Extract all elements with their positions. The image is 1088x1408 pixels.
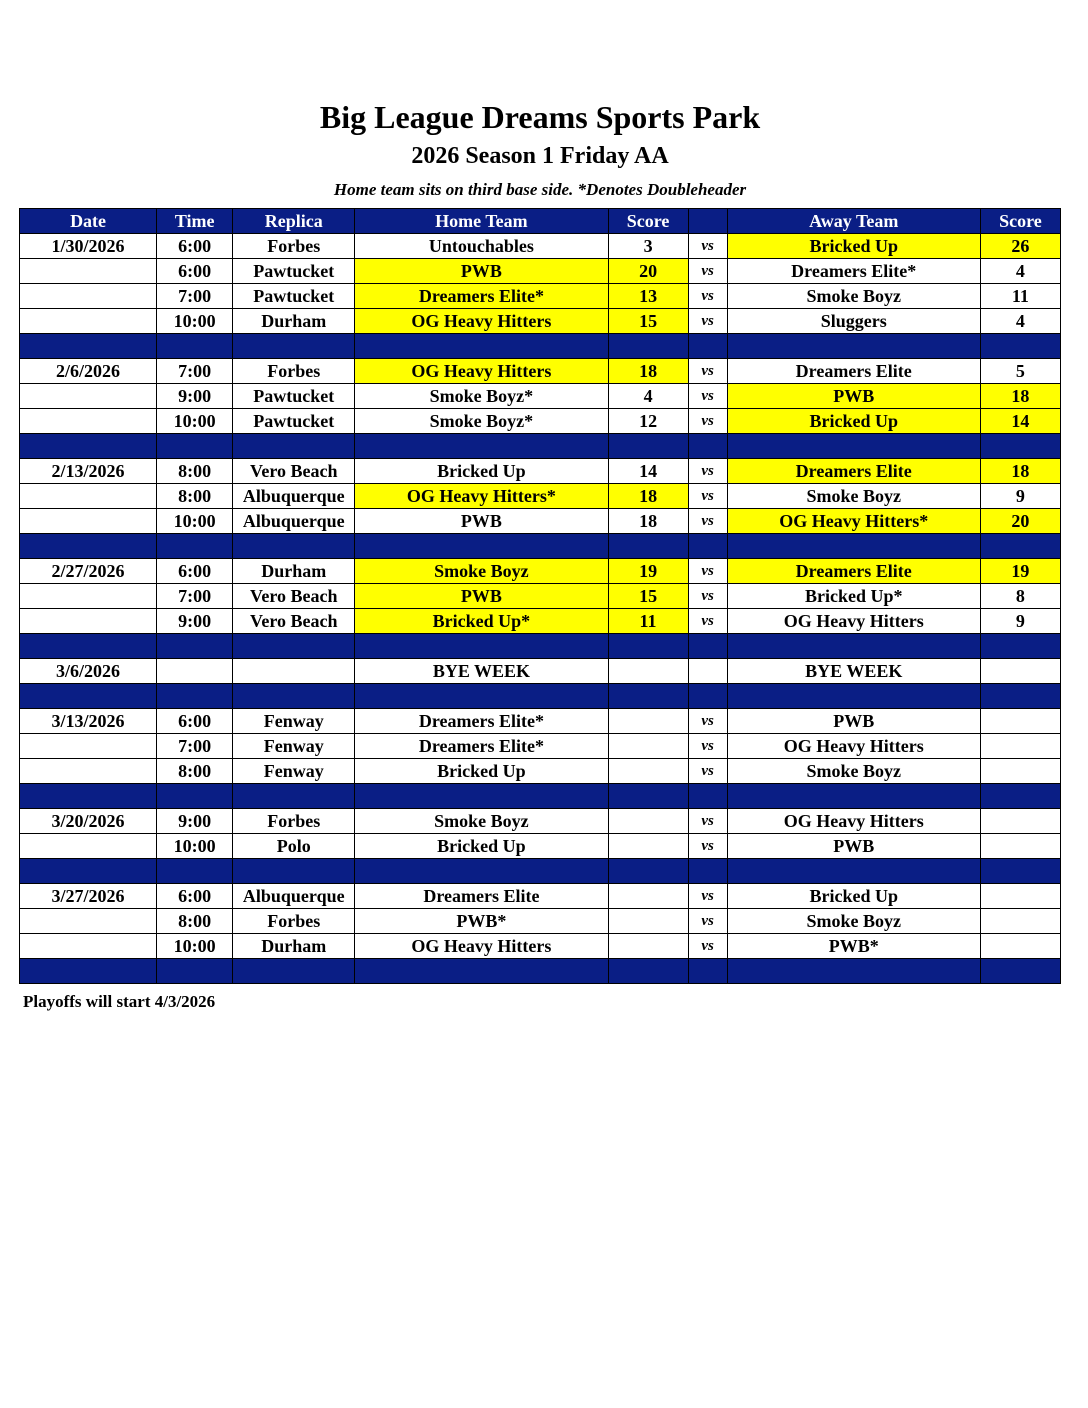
schedule-body (20, 234, 1061, 984)
column-header-vs (688, 209, 727, 234)
table-row (20, 509, 1061, 534)
separator-row (20, 434, 1061, 459)
separator-cell (233, 959, 355, 984)
home-team-cell: OG Heavy Hitters (355, 359, 608, 384)
replica-cell: Forbes (233, 909, 355, 934)
replica-cell: Durham (233, 559, 355, 584)
away-score-cell (980, 834, 1060, 859)
table-row (20, 259, 1061, 284)
table-row (20, 934, 1061, 959)
away-team-cell: Bricked Up (727, 234, 980, 259)
separator-cell (355, 434, 608, 459)
vs-cell: vs (688, 584, 727, 609)
vs-cell: vs (688, 759, 727, 784)
away-score-cell: 4 (980, 309, 1060, 334)
separator-cell (608, 434, 688, 459)
home-score-cell: 3 (608, 234, 688, 259)
away-team-cell: PWB (727, 709, 980, 734)
vs-cell: vs (688, 834, 727, 859)
home-team-cell: PWB (355, 509, 608, 534)
separator-cell (233, 534, 355, 559)
separator-cell (980, 684, 1060, 709)
date-cell: 3/20/2026 (20, 809, 157, 834)
vs-cell: vs (688, 934, 727, 959)
schedule-note: Home team sits on third base side. *Denotes Doubleheader (333, 180, 747, 199)
separator-row (20, 684, 1061, 709)
replica-cell: Vero Beach (233, 584, 355, 609)
time-cell: 10:00 (157, 309, 233, 334)
separator-cell (20, 634, 157, 659)
home-score-cell (608, 759, 688, 784)
page-subtitle: 2026 Season 1 Friday AA (411, 143, 669, 169)
separator-cell (688, 334, 727, 359)
time-cell: 10:00 (157, 934, 233, 959)
vs-cell: vs (688, 259, 727, 284)
home-team-cell: Dreamers Elite (355, 884, 608, 909)
away-team-cell: Bricked Up (727, 884, 980, 909)
time-cell: 10:00 (157, 509, 233, 534)
home-team-cell: OG Heavy Hitters* (355, 484, 608, 509)
column-header-away-team: Away Team (727, 209, 980, 234)
away-score-cell: 18 (980, 459, 1060, 484)
separator-cell (355, 784, 608, 809)
away-team-cell: BYE WEEK (727, 659, 980, 684)
time-cell: 7:00 (157, 284, 233, 309)
date-cell (20, 934, 157, 959)
home-score-cell: 18 (608, 359, 688, 384)
page-title: Big League Dreams Sports Park (319, 99, 761, 135)
table-row (20, 884, 1061, 909)
vs-cell: vs (688, 809, 727, 834)
separator-cell (20, 684, 157, 709)
home-team-cell: Untouchables (355, 234, 608, 259)
home-score-cell (608, 884, 688, 909)
separator-cell (727, 784, 980, 809)
column-header-home-score: Score (608, 209, 688, 234)
date-cell: 2/13/2026 (20, 459, 157, 484)
replica-cell: Durham (233, 934, 355, 959)
separator-cell (980, 784, 1060, 809)
separator-cell (20, 959, 157, 984)
home-score-cell: 18 (608, 484, 688, 509)
home-score-cell (608, 834, 688, 859)
date-cell: 3/27/2026 (20, 884, 157, 909)
table-row (20, 909, 1061, 934)
separator-cell (157, 784, 233, 809)
separator-cell (688, 434, 727, 459)
separator-cell (20, 859, 157, 884)
away-score-cell: 11 (980, 284, 1060, 309)
date-cell (20, 609, 157, 634)
time-cell: 8:00 (157, 909, 233, 934)
replica-cell: Pawtucket (233, 259, 355, 284)
replica-cell: Pawtucket (233, 284, 355, 309)
separator-cell (233, 434, 355, 459)
away-score-cell: 26 (980, 234, 1060, 259)
away-team-cell: PWB* (727, 934, 980, 959)
time-cell: 10:00 (157, 409, 233, 434)
date-cell: 3/13/2026 (20, 709, 157, 734)
home-team-cell: Dreamers Elite* (355, 734, 608, 759)
home-score-cell (608, 809, 688, 834)
separator-cell (20, 534, 157, 559)
home-team-cell: Bricked Up (355, 834, 608, 859)
time-cell: 10:00 (157, 834, 233, 859)
separator-cell (20, 784, 157, 809)
separator-cell (608, 634, 688, 659)
home-score-cell: 12 (608, 409, 688, 434)
table-row (20, 559, 1061, 584)
separator-cell (980, 534, 1060, 559)
table-row (20, 359, 1061, 384)
separator-cell (688, 684, 727, 709)
separator-cell (608, 959, 688, 984)
away-team-cell: Smoke Boyz (727, 484, 980, 509)
home-team-cell: OG Heavy Hitters (355, 309, 608, 334)
home-score-cell: 13 (608, 284, 688, 309)
away-team-cell: Smoke Boyz (727, 284, 980, 309)
away-score-cell (980, 659, 1060, 684)
away-score-cell (980, 909, 1060, 934)
replica-cell: Fenway (233, 734, 355, 759)
separator-cell (355, 859, 608, 884)
replica-cell: Forbes (233, 234, 355, 259)
away-score-cell: 20 (980, 509, 1060, 534)
date-cell: 2/6/2026 (20, 359, 157, 384)
away-team-cell: OG Heavy Hitters (727, 609, 980, 634)
vs-cell: vs (688, 384, 727, 409)
date-cell (20, 759, 157, 784)
home-score-cell: 19 (608, 559, 688, 584)
column-header-replica: Replica (233, 209, 355, 234)
separator-cell (980, 334, 1060, 359)
time-cell: 6:00 (157, 559, 233, 584)
separator-cell (608, 684, 688, 709)
date-cell (20, 259, 157, 284)
column-header-date: Date (20, 209, 157, 234)
column-header-home-team: Home Team (355, 209, 608, 234)
replica-cell: Forbes (233, 809, 355, 834)
date-cell (20, 509, 157, 534)
replica-cell: Durham (233, 309, 355, 334)
separator-row (20, 634, 1061, 659)
date-cell (20, 584, 157, 609)
separator-cell (157, 684, 233, 709)
date-cell (20, 484, 157, 509)
separator-row (20, 959, 1061, 984)
table-row (20, 759, 1061, 784)
vs-cell: vs (688, 734, 727, 759)
separator-cell (727, 434, 980, 459)
separator-cell (157, 634, 233, 659)
table-row (20, 659, 1061, 684)
separator-cell (727, 534, 980, 559)
separator-cell (20, 334, 157, 359)
time-cell: 6:00 (157, 884, 233, 909)
vs-cell: vs (688, 359, 727, 384)
home-score-cell (608, 734, 688, 759)
separator-cell (688, 959, 727, 984)
away-team-cell: Sluggers (727, 309, 980, 334)
playoffs-footer: Playoffs will start 4/3/2026 (23, 992, 216, 1011)
column-header-away-score: Score (980, 209, 1060, 234)
home-team-cell: Bricked Up* (355, 609, 608, 634)
home-team-cell: Dreamers Elite* (355, 284, 608, 309)
separator-cell (233, 784, 355, 809)
away-score-cell (980, 884, 1060, 909)
table-row (20, 809, 1061, 834)
table-row (20, 584, 1061, 609)
time-cell: 7:00 (157, 359, 233, 384)
separator-cell (688, 859, 727, 884)
vs-cell: vs (688, 409, 727, 434)
home-team-cell: Dreamers Elite* (355, 709, 608, 734)
separator-cell (157, 434, 233, 459)
home-score-cell (608, 909, 688, 934)
time-cell: 6:00 (157, 709, 233, 734)
schedule-table (19, 208, 1061, 984)
table-row (20, 384, 1061, 409)
separator-cell (233, 634, 355, 659)
home-score-cell: 14 (608, 459, 688, 484)
away-team-cell: Bricked Up* (727, 584, 980, 609)
time-cell: 9:00 (157, 609, 233, 634)
away-score-cell: 8 (980, 584, 1060, 609)
home-team-cell: Smoke Boyz* (355, 384, 608, 409)
replica-cell: Albuquerque (233, 484, 355, 509)
home-team-cell: PWB (355, 584, 608, 609)
separator-cell (727, 959, 980, 984)
time-cell: 9:00 (157, 809, 233, 834)
separator-cell (157, 334, 233, 359)
table-row (20, 309, 1061, 334)
table-row (20, 409, 1061, 434)
home-score-cell: 18 (608, 509, 688, 534)
home-score-cell: 11 (608, 609, 688, 634)
vs-cell: vs (688, 909, 727, 934)
date-cell: 2/27/2026 (20, 559, 157, 584)
home-team-cell: Smoke Boyz* (355, 409, 608, 434)
away-team-cell: Bricked Up (727, 409, 980, 434)
away-score-cell (980, 934, 1060, 959)
date-cell (20, 409, 157, 434)
away-score-cell (980, 709, 1060, 734)
separator-cell (727, 334, 980, 359)
separator-cell (727, 634, 980, 659)
away-team-cell: Dreamers Elite (727, 559, 980, 584)
vs-cell: vs (688, 459, 727, 484)
time-cell: 8:00 (157, 459, 233, 484)
time-cell (157, 659, 233, 684)
vs-cell: vs (688, 284, 727, 309)
table-row (20, 734, 1061, 759)
home-team-cell: OG Heavy Hitters (355, 934, 608, 959)
away-score-cell: 9 (980, 609, 1060, 634)
table-row (20, 834, 1061, 859)
separator-cell (608, 334, 688, 359)
date-cell (20, 284, 157, 309)
separator-cell (727, 859, 980, 884)
separator-cell (157, 534, 233, 559)
separator-row (20, 534, 1061, 559)
away-score-cell: 14 (980, 409, 1060, 434)
time-cell: 6:00 (157, 259, 233, 284)
table-row (20, 234, 1061, 259)
separator-cell (608, 859, 688, 884)
home-team-cell: Bricked Up (355, 759, 608, 784)
away-score-cell: 4 (980, 259, 1060, 284)
time-cell: 7:00 (157, 734, 233, 759)
separator-cell (608, 534, 688, 559)
replica-cell: Pawtucket (233, 409, 355, 434)
table-header-row (20, 209, 1061, 234)
away-team-cell: PWB (727, 384, 980, 409)
away-score-cell: 9 (980, 484, 1060, 509)
time-cell: 9:00 (157, 384, 233, 409)
away-team-cell: OG Heavy Hitters (727, 734, 980, 759)
replica-cell: Forbes (233, 359, 355, 384)
vs-cell: vs (688, 884, 727, 909)
separator-cell (608, 784, 688, 809)
away-team-cell: Smoke Boyz (727, 909, 980, 934)
separator-cell (157, 859, 233, 884)
away-score-cell: 5 (980, 359, 1060, 384)
away-team-cell: OG Heavy Hitters (727, 809, 980, 834)
separator-cell (233, 334, 355, 359)
away-team-cell: Dreamers Elite* (727, 259, 980, 284)
date-cell (20, 834, 157, 859)
away-team-cell: Dreamers Elite (727, 459, 980, 484)
date-cell (20, 909, 157, 934)
table-row (20, 709, 1061, 734)
date-cell (20, 384, 157, 409)
home-score-cell (608, 709, 688, 734)
separator-cell (980, 859, 1060, 884)
time-cell: 7:00 (157, 584, 233, 609)
table-row (20, 284, 1061, 309)
vs-cell: vs (688, 609, 727, 634)
column-header-time: Time (157, 209, 233, 234)
home-score-cell (608, 659, 688, 684)
separator-cell (20, 434, 157, 459)
replica-cell: Albuquerque (233, 884, 355, 909)
home-team-cell: Smoke Boyz (355, 559, 608, 584)
separator-cell (980, 959, 1060, 984)
home-score-cell: 15 (608, 584, 688, 609)
replica-cell: Polo (233, 834, 355, 859)
date-cell (20, 309, 157, 334)
separator-cell (980, 434, 1060, 459)
table-row (20, 484, 1061, 509)
replica-cell (233, 659, 355, 684)
separator-cell (157, 959, 233, 984)
time-cell: 8:00 (157, 484, 233, 509)
separator-row (20, 334, 1061, 359)
separator-cell (688, 784, 727, 809)
separator-cell (355, 684, 608, 709)
vs-cell: vs (688, 559, 727, 584)
away-score-cell (980, 734, 1060, 759)
time-cell: 6:00 (157, 234, 233, 259)
away-team-cell: Smoke Boyz (727, 759, 980, 784)
vs-cell: vs (688, 234, 727, 259)
replica-cell: Fenway (233, 759, 355, 784)
vs-cell: vs (688, 709, 727, 734)
away-score-cell: 18 (980, 384, 1060, 409)
away-team-cell: PWB (727, 834, 980, 859)
home-team-cell: PWB* (355, 909, 608, 934)
vs-cell: vs (688, 484, 727, 509)
table-row (20, 459, 1061, 484)
separator-cell (980, 634, 1060, 659)
separator-cell (688, 634, 727, 659)
separator-row (20, 859, 1061, 884)
away-team-cell: Dreamers Elite (727, 359, 980, 384)
home-score-cell: 4 (608, 384, 688, 409)
replica-cell: Pawtucket (233, 384, 355, 409)
home-team-cell: Bricked Up (355, 459, 608, 484)
away-score-cell (980, 759, 1060, 784)
separator-cell (233, 859, 355, 884)
separator-row (20, 784, 1061, 809)
separator-cell (688, 534, 727, 559)
home-team-cell: BYE WEEK (355, 659, 608, 684)
away-score-cell: 19 (980, 559, 1060, 584)
home-score-cell: 20 (608, 259, 688, 284)
separator-cell (355, 534, 608, 559)
separator-cell (355, 959, 608, 984)
table-row (20, 609, 1061, 634)
home-score-cell: 15 (608, 309, 688, 334)
home-team-cell: PWB (355, 259, 608, 284)
separator-cell (233, 684, 355, 709)
home-score-cell (608, 934, 688, 959)
vs-cell: vs (688, 509, 727, 534)
separator-cell (355, 334, 608, 359)
vs-cell (688, 659, 727, 684)
replica-cell: Vero Beach (233, 609, 355, 634)
date-cell: 1/30/2026 (20, 234, 157, 259)
time-cell: 8:00 (157, 759, 233, 784)
replica-cell: Albuquerque (233, 509, 355, 534)
separator-cell (727, 684, 980, 709)
away-score-cell (980, 809, 1060, 834)
separator-cell (355, 634, 608, 659)
away-team-cell: OG Heavy Hitters* (727, 509, 980, 534)
replica-cell: Fenway (233, 709, 355, 734)
home-team-cell: Smoke Boyz (355, 809, 608, 834)
vs-cell: vs (688, 309, 727, 334)
date-cell (20, 734, 157, 759)
date-cell: 3/6/2026 (20, 659, 157, 684)
replica-cell: Vero Beach (233, 459, 355, 484)
